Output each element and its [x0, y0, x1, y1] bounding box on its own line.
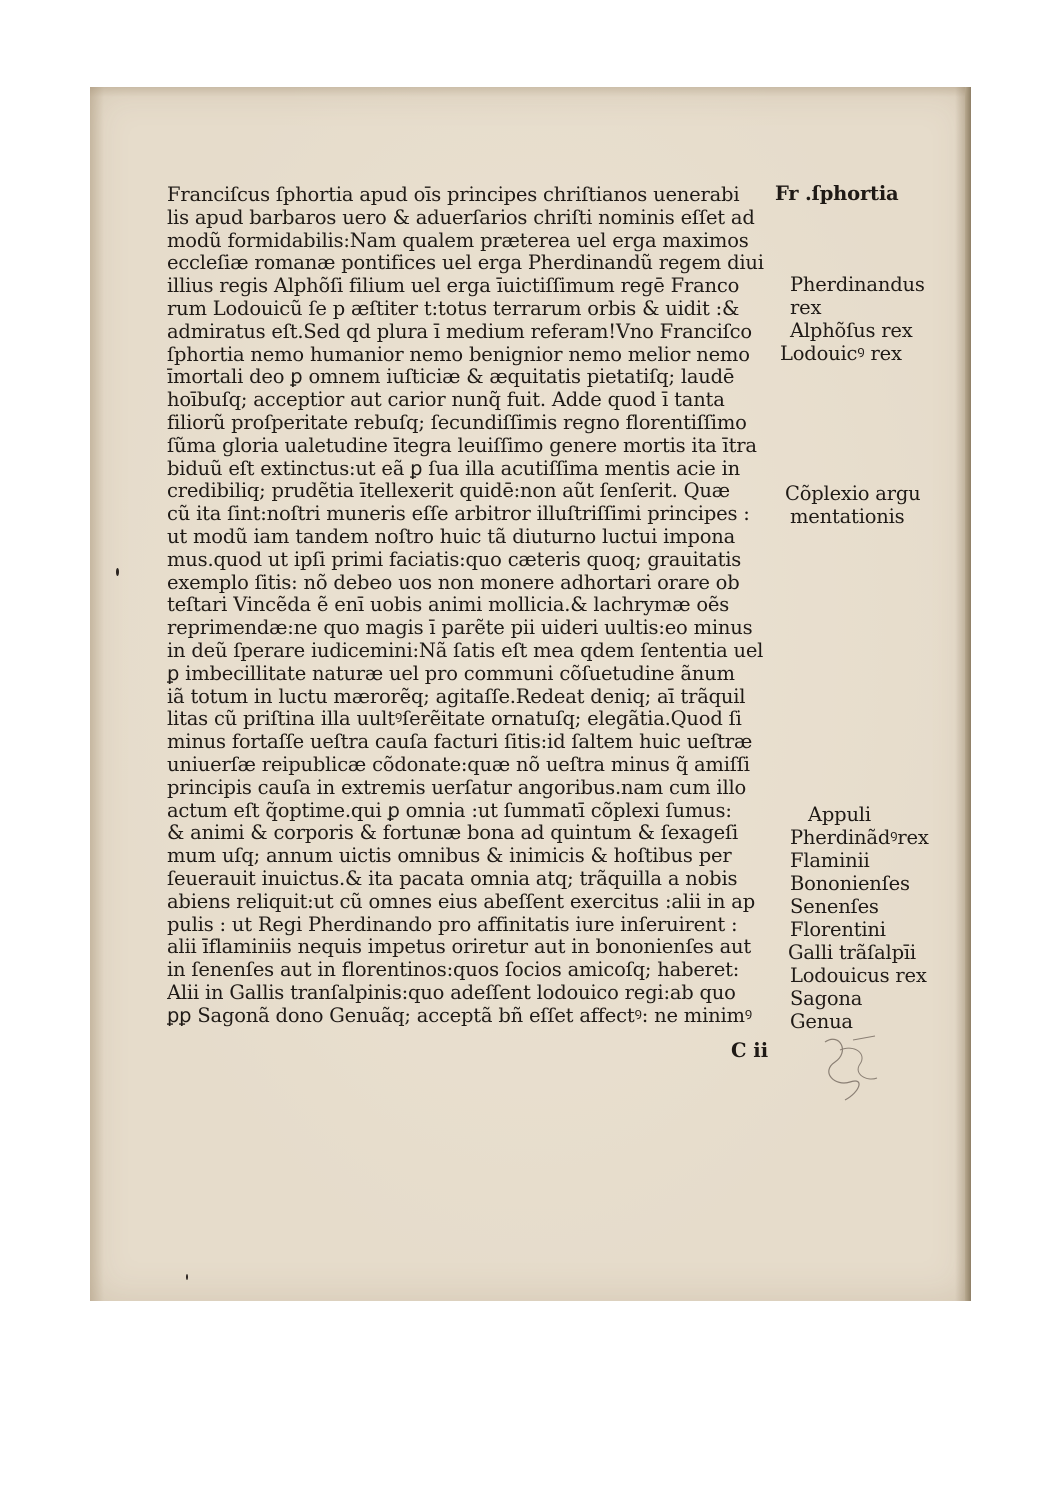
text-line: biduũ eſt extinctus:ut eã ꝑ ſua illa acutiſſima mentis acie in [167, 457, 740, 480]
margin-note: Galli trãſalpīi [788, 941, 916, 964]
book-page [90, 87, 971, 1301]
text-line: exemplo ſitis: nõ debeo uos non monere adhortari orare ob [167, 571, 740, 594]
text-line: hoībuſq; acceptior aut carior nunq̃ fuit. Adde quod ī tanta [167, 389, 725, 412]
text-line: reprimendæ:ne quo magis ī parẽte pii uideri uultis:eo minus [167, 617, 753, 640]
margin-note: mentationis [790, 505, 905, 528]
margin-note: Bononienſes [790, 872, 910, 895]
text-line: filiorũ proſperitate rebuſq; ſecundiſſimis regno florentiſſimo [167, 411, 747, 434]
margin-note: Pherdinandus [790, 273, 925, 296]
text-line: lis apud barbaros uero & aduerſarios chriſti nominis eſſet ad [167, 206, 755, 229]
text-line: eccleſiæ romanæ pontifices uel erga Pherdinandũ regem diui [167, 252, 764, 275]
pen-doodle-icon [805, 1032, 885, 1112]
margin-note: Lodouicꝰ rex [780, 342, 902, 365]
margin-note: Alphõſus rex [790, 319, 913, 342]
page-edge [965, 87, 971, 1301]
text-line: cũ ita ſint:noſtri muneris eſſe arbitror illuſtriſſimi principes : [167, 503, 750, 526]
text-line: ſphortia nemo humanior nemo benignior nemo melior nemo [167, 343, 750, 366]
text-line: credibiliq; prudẽtia ītellexerit quidē:non aũt ſenſerit. Quæ [167, 480, 730, 503]
text-line: uniuerſæ reipublicæ cõdonate:quæ nõ ueſtra minus q̃ amiſſi [167, 753, 750, 776]
margin-note: Appuli [808, 803, 871, 826]
text-line: teſtari Vincẽda ẽ enī uobis animi mollicia.& lachrymæ oẽs [167, 594, 730, 617]
text-line: rum Lodouicũ ſe p æſtiter t:totus terrarum orbis & uidit :& [167, 297, 740, 320]
text-line: ſũma gloria ualetudine ītegra leuiſſimo genere mortis ita ītra [167, 434, 757, 457]
text-line: Alii in Gallis tranſalpinis:quo adeſſent lodouico regi:ab quo [167, 981, 736, 1004]
signature-mark: C ii [731, 1039, 769, 1062]
text-line: alii īflaminiis nequis impetus oriretur aut in bononienſes aut [167, 936, 752, 959]
text-line: principis cauſa in extremis uerſatur angoribus.nam cum illo [167, 776, 747, 799]
margin-note: Lodouicus rex [790, 964, 927, 987]
text-line: minus fortaſſe ueſtra cauſa facturi ſitis:id ſaltem huic ueſtræ [167, 731, 753, 754]
margin-note: rex [790, 296, 822, 319]
text-line: litas cũ priſtina illa uultꝰſerẽitate ornatuſq; elegãtia.Quod ſi [167, 708, 742, 731]
text-line: abiens reliquit:ut cũ omnes eius abeſſent exercitus :alii in ap [167, 890, 755, 913]
text-line: & animi & corporis & fortunæ bona ad quintum & ſexageſi [167, 822, 738, 845]
text-line: in deũ ſperare iudicemini:Nã ſatis eſt mea qdem ſententia uel [167, 639, 764, 662]
text-line: illius regis Alphõſi filium uel erga īuictiſſimum regē Franco [167, 275, 740, 298]
text-line: ut modũ iam tandem noſtro huic tã diuturno luctui impona [167, 525, 736, 548]
text-line: ſeuerauit inuictus.& ita pacata omnia atq; trãquilla a nobis [167, 867, 738, 890]
text-line: ꝑ imbecillitate naturæ uel pro communi cõſuetudine ãnum [167, 662, 735, 685]
paper-speck [116, 568, 119, 576]
text-line: Franciſcus ſphortia apud oīs principes chriſtianos uenerabi [167, 184, 740, 206]
margin-note: Sagona [790, 987, 863, 1010]
margin-note: Florentini [790, 918, 886, 941]
paper-speck [186, 1274, 188, 1280]
margin-note: Genua [790, 1010, 853, 1033]
margin-note: Pherdinãdꝰrex [790, 826, 929, 849]
main-text-block [167, 184, 767, 1027]
margin-note: Senenſes [790, 895, 879, 918]
text-line: īmortali deo ꝑ omnem iuſticiæ & æquitatis pietatiſq; laudē [167, 366, 735, 389]
text-line: mus.quod ut ipſi primi faciatis:quo cæteris quoq; grauitatis [167, 548, 742, 571]
text-line: ꝑꝑ Sagonã dono Genuãq; acceptã bñ eſſet affectꝰ: ne minimꝰ [167, 1004, 753, 1027]
margin-note: Cõplexio argu [785, 482, 921, 505]
text-line: in ſenenſes aut in florentinos:quos ſocios amicoſq; haberet: [167, 959, 740, 982]
margin-note: Fr .ſphortia [775, 182, 899, 205]
text-line: admiratus eſt.Sed qd plura ī medium referam!Vno Franciſco [167, 320, 752, 343]
text-line: actum eſt q̃optime.qui ꝑ omnia :ut ſummatī cõplexi ſumus: [167, 799, 732, 822]
text-line: mum uſq; annum uictis omnibus & inimicis & hoſtibus per [167, 845, 732, 868]
text-line: iã totum in luctu mærorẽq; agitaſſe.Redeat deniq; aī trãquil [167, 685, 746, 708]
text-line: modũ formidabilis:Nam qualem præterea uel erga maximos [167, 229, 749, 252]
text-line: pulis : ut Regi Pherdinando pro affinitatis iure inſeruirent : [167, 913, 738, 936]
margin-note: Flaminii [790, 849, 870, 872]
